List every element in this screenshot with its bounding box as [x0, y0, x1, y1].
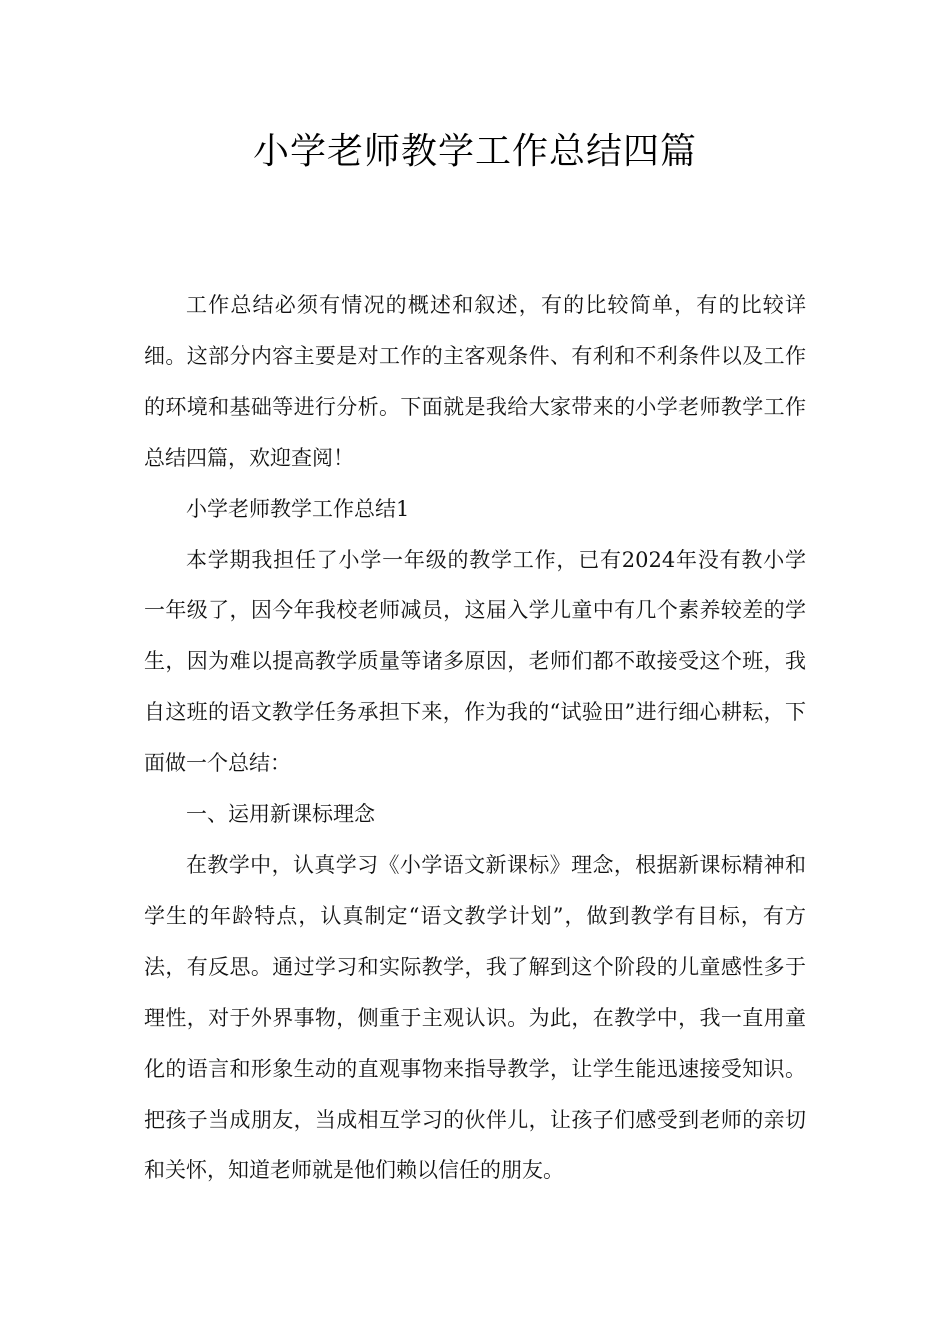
document-body: [144, 280, 806, 1196]
body-paragraph: 本学期我担任了小学一年级的教学工作，已有2024年没有教小学一年级了，因今年我校老师减员，这届入学儿童中有几个素养较差的学生，因为难以提高教学质量等诸多原因，老师们都不敢接受这个班，我自这班的语文教学任务承担下来，作为我的“试验田”进行细心耕耘，下面做一个总结：: [144, 547, 806, 776]
intro-paragraph: 工作总结必须有情况的概述和叙述，有的比较简单，有的比较详细。这部分内容主要是对工作的主客观条件、有利和不利条件以及工作的环境和基础等进行分析。下面就是我给大家带来的小学老师教学工作总结四篇，欢迎查阅！: [144, 293, 806, 470]
body-paragraph: 在教学中，认真学习《小学语文新课标》理念，根据新课标精神和学生的年龄特点，认真制定“语文教学计划”，做到教学有目标，有方法，有反思。通过学习和实际教学，我了解到这个阶段的儿童感性多于理性，对于外界事物，侧重于主观认识。为此，在教学中，我一直用童化的语言和形象生动的直观事物来指导教学，让学生能迅速接受知识。把孩子当成朋友，当成相互学习的伙伴儿，让孩子们感受到老师的亲切和关怀，知道老师就是他们赖以信任的朋友。: [144, 852, 806, 1183]
document-title: 小学老师教学工作总结四篇: [252, 131, 697, 172]
section-heading-summary-1: 小学老师教学工作总结1: [186, 496, 410, 521]
section-heading-new-curriculum: 一、运用新课标理念: [186, 802, 375, 827]
